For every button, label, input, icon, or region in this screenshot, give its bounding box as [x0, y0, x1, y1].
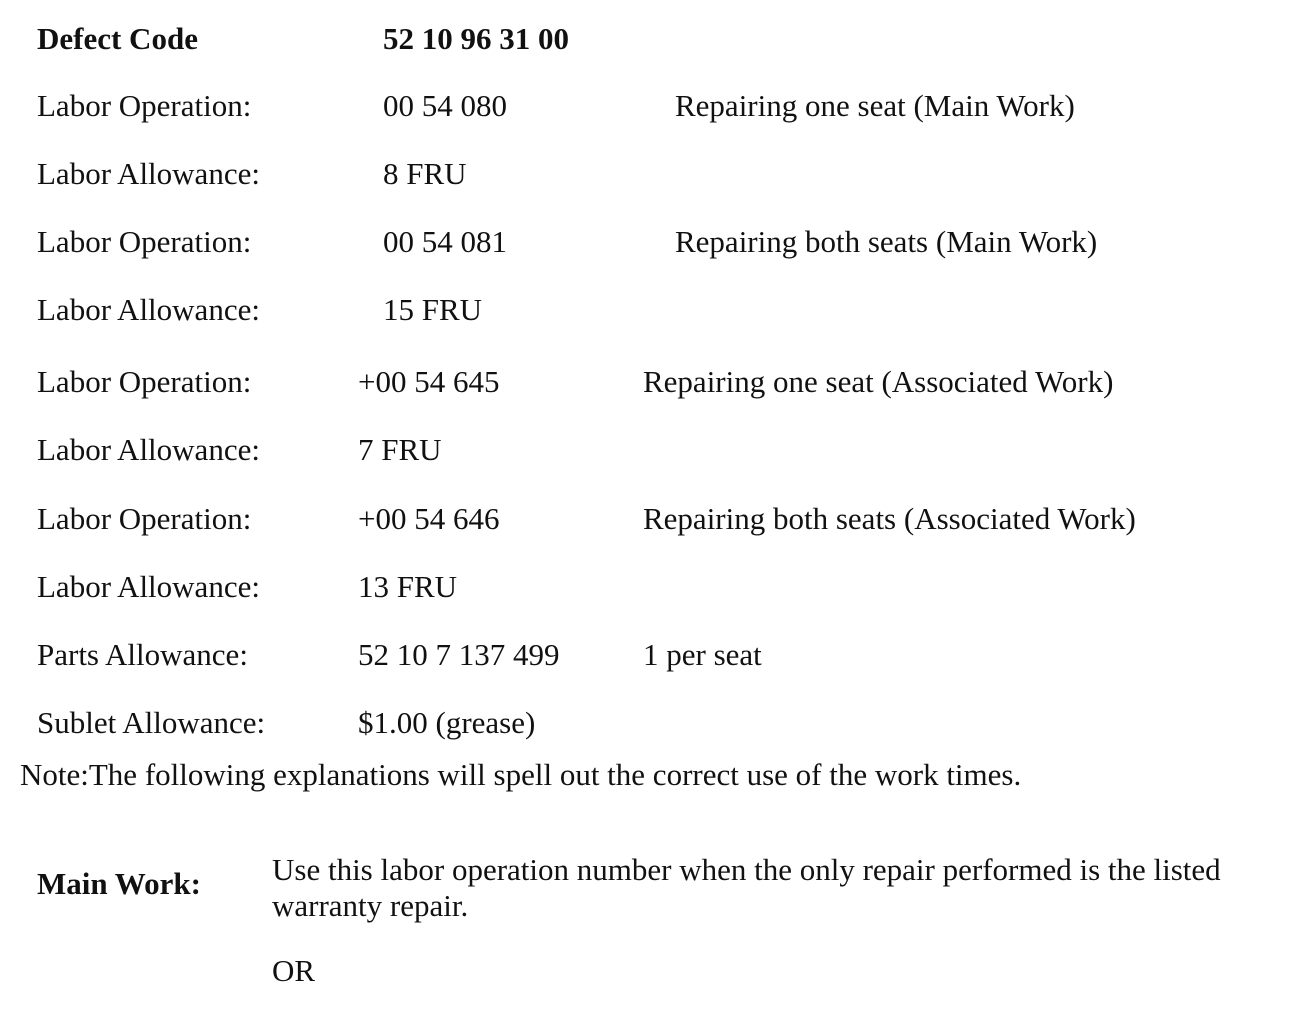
row-label: Labor Operation:: [37, 88, 252, 123]
main-work-label: Main Work:: [37, 866, 201, 901]
row-description: 1 per seat: [643, 637, 762, 672]
row-value: 7 FRU: [358, 432, 442, 467]
row-label: Labor Allowance:: [37, 156, 260, 191]
row-label: Labor Allowance:: [37, 292, 260, 327]
row-label: Labor Operation:: [37, 224, 252, 259]
row-label: Labor Operation:: [37, 501, 252, 536]
row-value: 52 10 7 137 499: [358, 637, 560, 672]
row-value: +00 54 645: [358, 364, 500, 399]
row-value: 00 54 080: [383, 88, 507, 123]
row-description: Repairing both seats (Associated Work): [643, 501, 1136, 536]
row-value: 8 FRU: [383, 156, 467, 191]
defect-code-value: 52 10 96 31 00: [383, 21, 569, 56]
row-value: 15 FRU: [383, 292, 483, 327]
note-text: Note:The following explanations will spell out the correct use of the work times.: [20, 757, 1022, 792]
row-description: Repairing one seat (Main Work): [675, 88, 1075, 123]
row-label: Parts Allowance:: [37, 637, 248, 672]
row-label: Labor Operation:: [37, 364, 252, 399]
row-value: $1.00 (grease): [358, 705, 536, 740]
row-value: 13 FRU: [358, 569, 458, 604]
main-work-description: Use this labor operation number when the only repair performed is the listed warranty repair.: [272, 852, 1221, 923]
row-label: Sublet Allowance:: [37, 705, 266, 740]
row-description: Repairing one seat (Associated Work): [643, 364, 1114, 399]
row-value: 00 54 081: [383, 224, 507, 259]
defect-code-label: Defect Code: [37, 21, 198, 56]
row-label: Labor Allowance:: [37, 569, 260, 604]
or-text: OR: [272, 953, 316, 988]
row-description: Repairing both seats (Main Work): [675, 224, 1098, 259]
row-value: +00 54 646: [358, 501, 500, 536]
row-label: Labor Allowance:: [37, 432, 260, 467]
